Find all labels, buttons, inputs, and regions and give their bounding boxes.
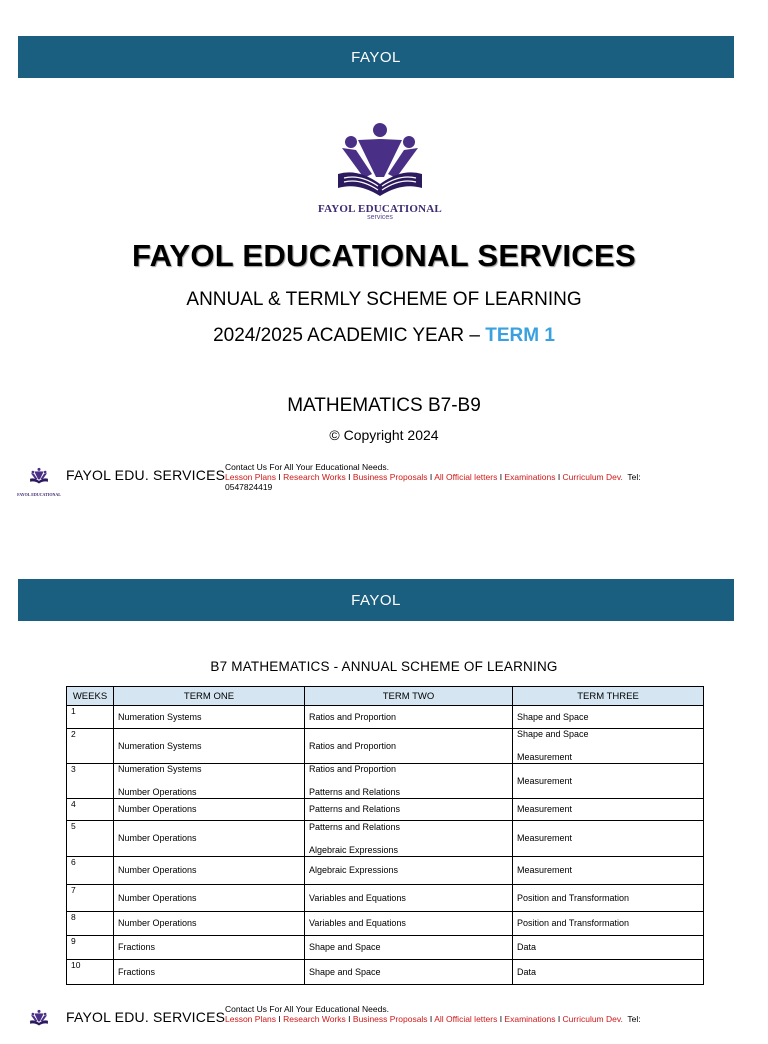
- term-one-cell: Fractions: [114, 960, 305, 985]
- term-three-cell: Position and Transformation: [513, 912, 704, 936]
- banner-text: FAYOL: [351, 48, 401, 66]
- term-three-cell: Shape and Space Measurement: [513, 729, 704, 764]
- logo-subtext: services: [367, 214, 393, 221]
- mini-logo: [16, 1004, 62, 1038]
- fayol-logo: [300, 122, 460, 222]
- service-link[interactable]: Lesson Plans: [225, 472, 277, 482]
- term-one-cell: Number Operations: [114, 799, 305, 821]
- term-one-cell: Numeration Systems Number Operations: [114, 764, 305, 799]
- tel-number: 0547824419: [225, 482, 273, 492]
- service-link[interactable]: Business Proposals: [352, 1014, 428, 1024]
- term-one-cell: Numeration Systems: [114, 729, 305, 764]
- people-book-icon: [300, 122, 460, 200]
- service-link[interactable]: Research Works: [283, 472, 346, 482]
- subtitle-scheme: ANNUAL & TERMLY SCHEME OF LEARNING: [186, 289, 582, 310]
- table-title: B7 MATHEMATICS - ANNUAL SCHEME OF LEARNING: [210, 659, 558, 674]
- term-two-cell: Algebraic Expressions: [305, 857, 513, 885]
- term-one-cell: Number Operations: [114, 821, 305, 857]
- table-header-row: [67, 687, 704, 706]
- academic-year-text: 2024/2025 ACADEMIC YEAR –: [213, 325, 480, 346]
- term-three-cell: Position and Transformation: [513, 885, 704, 912]
- tel-label: Tel:: [627, 472, 641, 482]
- term-two-cell: Patterns and Relations Algebraic Expressions: [305, 821, 513, 857]
- table-row: [67, 764, 704, 799]
- term-two-cell: Variables and Equations: [305, 912, 513, 936]
- term-one-cell: Number Operations: [114, 885, 305, 912]
- table-row: [67, 799, 704, 821]
- copyright-text: © Copyright 2024: [329, 427, 439, 443]
- page-footer: [16, 1004, 736, 1044]
- term-two-cell: Ratios and Proportion: [305, 729, 513, 764]
- week-cell: 8: [67, 912, 114, 936]
- term-two-cell: Patterns and Relations: [305, 799, 513, 821]
- header-term-one: TERM ONE: [114, 687, 305, 706]
- footer-brand: FAYOL EDU. SERVICES: [66, 1009, 226, 1025]
- banner-text: FAYOL: [351, 591, 401, 609]
- term-two-cell: Shape and Space: [305, 936, 513, 960]
- mini-logo: [16, 462, 62, 496]
- table-row: [67, 936, 704, 960]
- table-row: [67, 729, 704, 764]
- service-link[interactable]: Lesson Plans: [225, 1014, 277, 1024]
- service-link[interactable]: Research Works: [283, 1014, 346, 1024]
- week-cell: 10: [67, 960, 114, 985]
- table-row: [67, 857, 704, 885]
- subtitle-academic-year: [0, 325, 768, 347]
- second-banner: [18, 579, 734, 621]
- service-link[interactable]: All Official letters: [434, 472, 498, 482]
- service-link[interactable]: Curriculum Dev.: [562, 1014, 623, 1024]
- footer-brand: FAYOL EDU. SERVICES: [66, 467, 226, 483]
- term-two-cell: Ratios and Proportion: [305, 706, 513, 729]
- week-cell: 6: [67, 857, 114, 885]
- page-footer: [16, 462, 736, 502]
- table-row: [67, 960, 704, 985]
- term-one-cell: Number Operations: [114, 912, 305, 936]
- term-one-cell: Numeration Systems: [114, 706, 305, 729]
- logo-name: FAYOL EDUCATIONAL: [318, 203, 442, 215]
- service-link[interactable]: All Official letters: [434, 1014, 498, 1024]
- week-cell: 1: [67, 706, 114, 729]
- service-link[interactable]: Business Proposals: [352, 472, 428, 482]
- header-weeks: WEEKS: [67, 687, 114, 706]
- week-cell: 5: [67, 821, 114, 857]
- table-row: [67, 821, 704, 857]
- term-three-cell: Measurement: [513, 799, 704, 821]
- term-three-cell: Data: [513, 960, 704, 985]
- header-term-three: TERM THREE: [513, 687, 704, 706]
- service-link[interactable]: Examinations: [504, 1014, 556, 1024]
- mini-logo-text: FAYOL EDUCATIONAL: [17, 492, 61, 497]
- week-cell: 7: [67, 885, 114, 912]
- term-one-cell: Fractions: [114, 936, 305, 960]
- term-two-cell: Variables and Equations: [305, 885, 513, 912]
- term-two-cell: Ratios and Proportion Patterns and Relations: [305, 764, 513, 799]
- footer-contact: [225, 462, 705, 492]
- term-two-cell: Shape and Space: [305, 960, 513, 985]
- term-three-cell: Data: [513, 936, 704, 960]
- top-banner: [18, 36, 734, 78]
- subject-title: MATHEMATICS B7-B9: [287, 395, 481, 416]
- contact-line: Contact Us For All Your Educational Needs.: [225, 462, 389, 472]
- term-label: TERM 1: [485, 325, 555, 346]
- page-title: FAYOL EDUCATIONAL SERVICES: [132, 238, 636, 273]
- tel-label: Tel:: [627, 1014, 641, 1024]
- term-one-cell: Number Operations: [114, 857, 305, 885]
- table-row: [67, 912, 704, 936]
- table-row: [67, 706, 704, 729]
- service-link[interactable]: Curriculum Dev.: [562, 472, 623, 482]
- week-cell: 9: [67, 936, 114, 960]
- week-cell: 2: [67, 729, 114, 764]
- service-link[interactable]: Examinations: [504, 472, 556, 482]
- term-three-cell: Measurement: [513, 764, 704, 799]
- week-cell: 3: [67, 764, 114, 799]
- term-three-cell: Measurement: [513, 821, 704, 857]
- services-line: Lesson Plans I Research Works I Business Proposals I All Official letters I Examinations I Curriculum Dev. Tel:: [225, 472, 641, 482]
- footer-contact: [225, 1004, 705, 1024]
- term-three-cell: Shape and Space: [513, 706, 704, 729]
- table-row: [67, 885, 704, 912]
- week-cell: 4: [67, 799, 114, 821]
- contact-line: Contact Us For All Your Educational Needs.: [225, 1004, 389, 1014]
- services-line: Lesson Plans I Research Works I Business Proposals I All Official letters I Examinations I Curriculum Dev. Tel:: [225, 1014, 641, 1024]
- scheme-table: [66, 686, 704, 985]
- people-book-icon: [22, 1004, 56, 1032]
- header-term-two: TERM TWO: [305, 687, 513, 706]
- people-book-icon: [22, 462, 56, 490]
- term-three-cell: Measurement: [513, 857, 704, 885]
